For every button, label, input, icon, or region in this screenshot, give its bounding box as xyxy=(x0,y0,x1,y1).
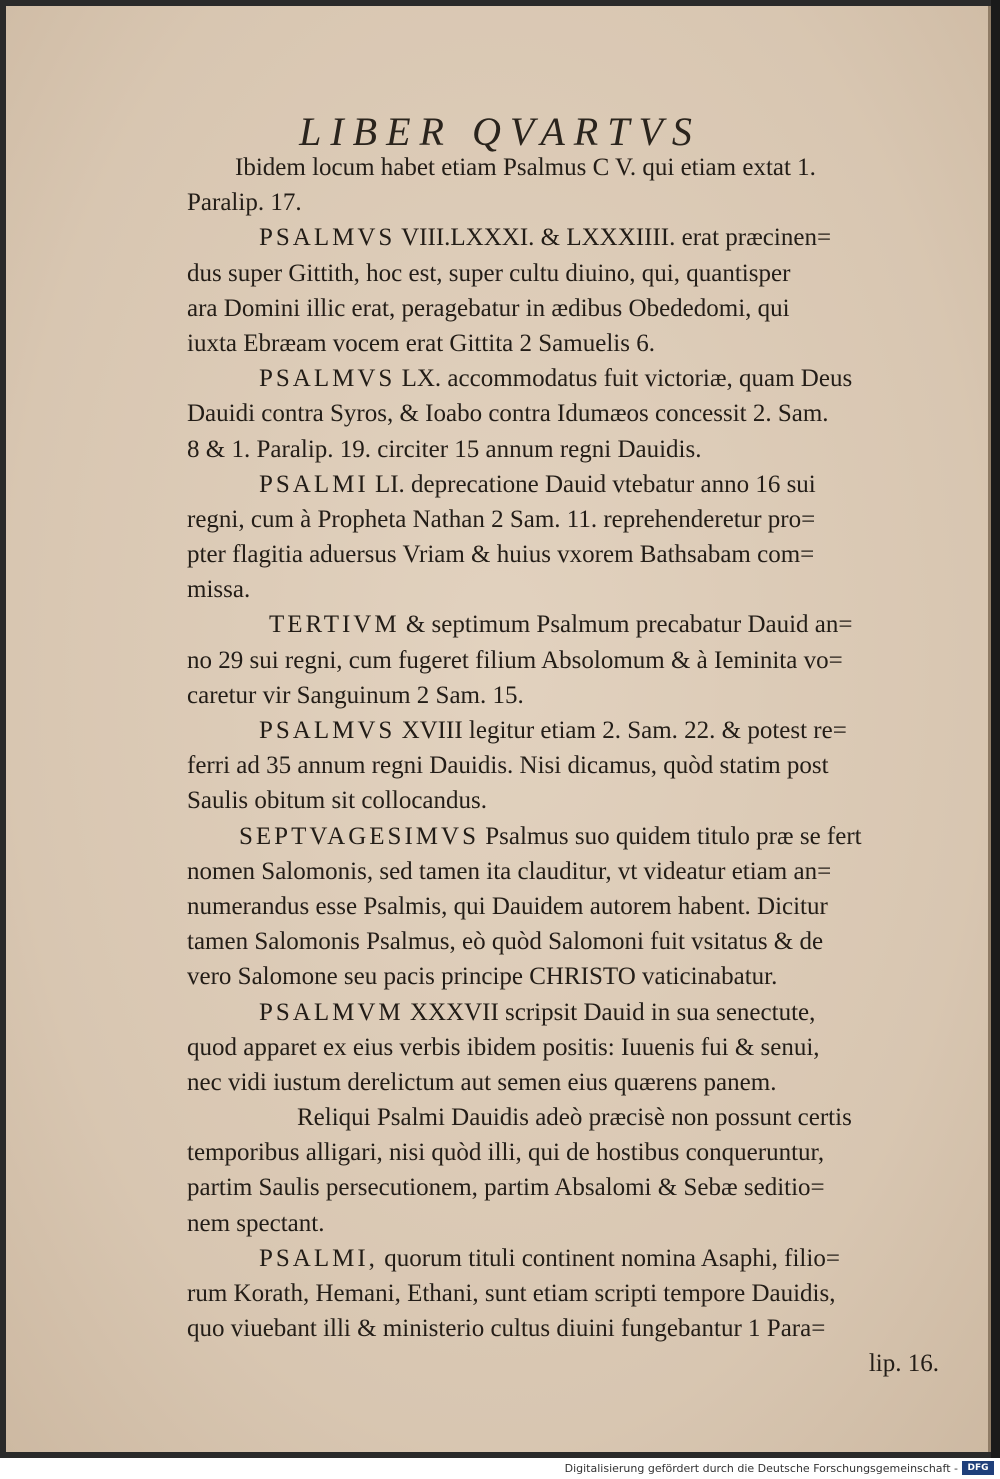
text-line: Paralip. 17. xyxy=(187,189,302,217)
text-line: ferri ad 35 annum regni Dauidis. Nisi dicamus, quòd statim post xyxy=(187,752,829,780)
text-line: partim Saulis persecutionem, partim Absalomi & Sebæ seditio= xyxy=(187,1174,825,1202)
lead-word: TERTIVM xyxy=(269,611,400,639)
text-line: PSALMVM XXXVII scripsit Dauid in sua senectute, xyxy=(259,998,816,1026)
body-text xyxy=(187,150,947,1382)
text-line: PSALMVS XVIII legitur etiam 2. Sam. 22. & potest re= xyxy=(259,717,847,744)
lead-word: PSALMVS xyxy=(259,365,396,393)
text-line: missa. xyxy=(187,576,251,604)
lead-word: PSALMI xyxy=(259,470,369,498)
text-line: quod apparet ex eius verbis ibidem positis: Iuuenis fui & senui, xyxy=(187,1033,820,1061)
dfg-logo: DFG xyxy=(962,1461,994,1475)
text-line: nomen Salomonis, sed tamen ita clauditur, vt videatur etiam an= xyxy=(187,857,832,885)
text-line: Ibidem locum habet etiam Psalmus C V. qui etiam extat 1. xyxy=(235,154,816,181)
text-line: TERTIVM & septimum Psalmum precabatur Dauid an= xyxy=(269,611,853,639)
running-head: LIBER QVARTVS xyxy=(299,109,701,154)
text-line: 8 & 1. Paralip. 19. circiter 15 annum regni Dauidis. xyxy=(187,435,702,463)
lead-word: PSALMVM xyxy=(259,998,404,1026)
text-line: rum Korath, Hemani, Ethani, sunt etiam scripti tempore Dauidis, xyxy=(187,1280,836,1307)
text-line: iuxta Ebræam vocem erat Gittita 2 Samuelis 6. xyxy=(187,329,655,357)
funding-credit: Digitalisierung gefördert durch die Deutsche Forschungsgemeinschaft - xyxy=(564,1462,958,1475)
lead-word: SEPTVAGESIMVS xyxy=(239,822,479,850)
text-line: quo viuebant illi & ministerio cultus diuini fungebantur 1 Para= xyxy=(187,1315,826,1343)
text-line: PSALMI, quorum tituli continent nomina Asaphi, filio= xyxy=(259,1244,840,1272)
text-line: caretur vir Sanguinum 2 Sam. 15. xyxy=(187,681,524,709)
text-line: lip. 16. xyxy=(868,1350,939,1378)
text-line: Saulis obitum sit collocandus. xyxy=(187,787,487,815)
text-line: ara Domini illic erat, peragebatur in ædibus Obededomi, qui xyxy=(187,294,790,322)
text-line: SEPTVAGESIMVS Psalmus suo quidem titulo præ se fert xyxy=(239,822,862,850)
text-line: numerandus esse Psalmis, qui Dauidem autorem habent. Dicitur xyxy=(187,892,828,920)
text-line: tamen Salomonis Psalmus, eò quòd Salomoni fuit vsitatus & de xyxy=(187,928,824,956)
text-line: PSALMVS VIII.LXXXI. & LXXXIIII. erat præcinen= xyxy=(259,224,832,252)
text-line: Dauidi contra Syros, & Ioabo contra Idumæos concessit 2. Sam. xyxy=(187,400,829,428)
text-line: nec vidi iustum derelictum aut semen eius quærens panem. xyxy=(187,1068,777,1096)
text-line: nem spectant. xyxy=(187,1209,325,1237)
text-line: dus super Gittith, hoc est, super cultu diuino, qui, quantisper xyxy=(187,259,791,287)
lead-word: PSALMI, xyxy=(259,1244,378,1272)
scan-edge xyxy=(991,0,1000,1458)
footer-bar xyxy=(0,1458,1000,1479)
text-line: Reliqui Psalmi Dauidis adeò præcisè non possunt certis xyxy=(297,1104,852,1132)
text-line: vero Salomone seu pacis principe CHRISTO vaticinabatur. xyxy=(187,963,778,991)
text-line: temporibus alligari, nisi quòd illi, qui de hostibus conqueruntur, xyxy=(187,1139,825,1167)
lead-word: PSALMVS xyxy=(259,717,396,744)
text-line: PSALMI LI. deprecatione Dauid vtebatur anno 16 sui xyxy=(259,470,816,498)
text-line: no 29 sui regni, cum fugeret filium Absolomum & à Ieminita vo= xyxy=(187,646,843,674)
text-line: regni, cum à Propheta Nathan 2 Sam. 11. reprehenderetur pro= xyxy=(187,505,816,533)
lead-word: PSALMVS xyxy=(259,224,396,252)
text-line: pter flagitia aduersus Vriam & huius vxorem Bathsabam com= xyxy=(187,541,815,569)
text-line: PSALMVS LX. accommodatus fuit victoriæ, quam Deus xyxy=(259,365,853,393)
